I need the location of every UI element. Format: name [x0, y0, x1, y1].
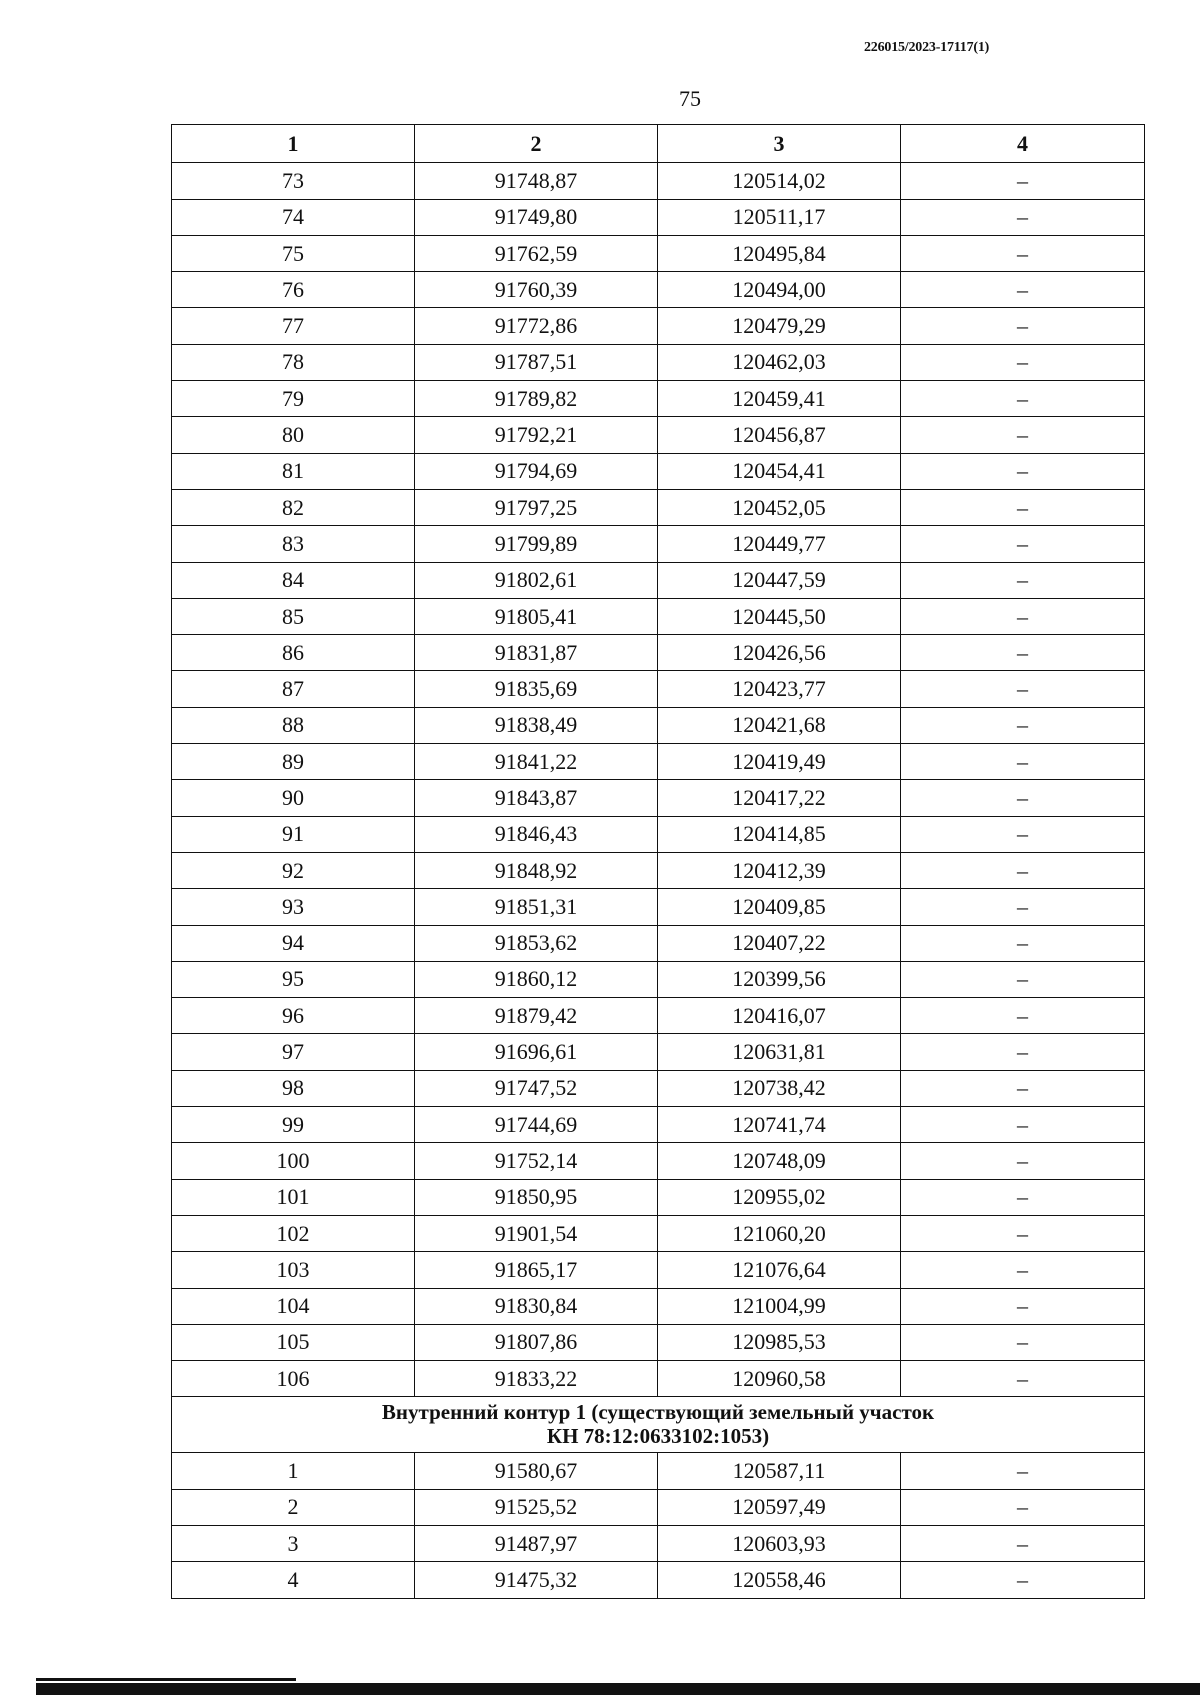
x-coordinate-cell: 91748,87 — [415, 163, 658, 199]
x-coordinate-cell: 91841,22 — [415, 744, 658, 780]
note-cell: – — [901, 381, 1145, 417]
y-coordinate-cell: 120597,49 — [658, 1489, 901, 1525]
point-number-cell: 81 — [172, 453, 415, 489]
y-coordinate-cell: 120631,81 — [658, 1034, 901, 1070]
point-number-cell: 93 — [172, 889, 415, 925]
y-coordinate-cell: 120587,11 — [658, 1453, 901, 1489]
x-coordinate-cell: 91843,87 — [415, 780, 658, 816]
x-coordinate-cell: 91879,42 — [415, 998, 658, 1034]
point-number-cell: 90 — [172, 780, 415, 816]
note-cell: – — [901, 889, 1145, 925]
y-coordinate-cell: 120511,17 — [658, 199, 901, 235]
point-number-cell: 104 — [172, 1288, 415, 1324]
page-number: 75 — [679, 86, 701, 111]
x-coordinate-cell: 91851,31 — [415, 889, 658, 925]
point-number-cell: 82 — [172, 489, 415, 525]
note-cell: – — [901, 526, 1145, 562]
note-cell: – — [901, 998, 1145, 1034]
column-header: 4 — [901, 125, 1145, 163]
table-row — [172, 1562, 1145, 1598]
point-number-cell: 3 — [172, 1525, 415, 1561]
table-row — [172, 526, 1145, 562]
point-number-cell: 94 — [172, 925, 415, 961]
point-number-cell: 85 — [172, 598, 415, 634]
table-row — [172, 852, 1145, 888]
point-number-cell: 79 — [172, 381, 415, 417]
table-row — [172, 816, 1145, 852]
y-coordinate-cell: 121060,20 — [658, 1215, 901, 1251]
table-row — [172, 961, 1145, 997]
table-row — [172, 417, 1145, 453]
y-coordinate-cell: 120445,50 — [658, 598, 901, 634]
note-cell: – — [901, 308, 1145, 344]
point-number-cell: 91 — [172, 816, 415, 852]
y-coordinate-cell: 120514,02 — [658, 163, 901, 199]
x-coordinate-cell: 91580,67 — [415, 1453, 658, 1489]
point-number-cell: 4 — [172, 1562, 415, 1598]
note-cell: – — [901, 1107, 1145, 1143]
point-number-cell: 99 — [172, 1107, 415, 1143]
x-coordinate-cell: 91853,62 — [415, 925, 658, 961]
table-row — [172, 272, 1145, 308]
x-coordinate-cell: 91835,69 — [415, 671, 658, 707]
table-row — [172, 308, 1145, 344]
table-row — [172, 889, 1145, 925]
x-coordinate-cell: 91475,32 — [415, 1562, 658, 1598]
table-row — [172, 489, 1145, 525]
y-coordinate-cell: 120421,68 — [658, 707, 901, 743]
coordinates-table — [171, 124, 1145, 1599]
table-row — [172, 671, 1145, 707]
note-cell: – — [901, 671, 1145, 707]
x-coordinate-cell: 91799,89 — [415, 526, 658, 562]
x-coordinate-cell: 91833,22 — [415, 1361, 658, 1397]
point-number-cell: 78 — [172, 344, 415, 380]
x-coordinate-cell: 91901,54 — [415, 1215, 658, 1251]
table-row — [172, 1324, 1145, 1360]
note-cell: – — [901, 417, 1145, 453]
x-coordinate-cell: 91797,25 — [415, 489, 658, 525]
point-number-cell: 86 — [172, 635, 415, 671]
table-row — [172, 598, 1145, 634]
x-coordinate-cell: 91830,84 — [415, 1288, 658, 1324]
section-heading-body — [172, 1397, 1145, 1453]
x-coordinate-cell: 91744,69 — [415, 1107, 658, 1143]
note-cell: – — [901, 235, 1145, 271]
point-number-cell: 1 — [172, 1453, 415, 1489]
note-cell: – — [901, 272, 1145, 308]
y-coordinate-cell: 120558,46 — [658, 1562, 901, 1598]
bottom-scan-edge — [36, 1683, 1200, 1695]
table-row — [172, 381, 1145, 417]
note-cell: – — [901, 199, 1145, 235]
x-coordinate-cell: 91487,97 — [415, 1525, 658, 1561]
note-cell: – — [901, 1070, 1145, 1106]
point-number-cell: 87 — [172, 671, 415, 707]
table-row — [172, 707, 1145, 743]
y-coordinate-cell: 120449,77 — [658, 526, 901, 562]
point-number-cell: 75 — [172, 235, 415, 271]
inner-contour-rows — [172, 1453, 1145, 1598]
note-cell: – — [901, 1489, 1145, 1525]
y-coordinate-cell: 120741,74 — [658, 1107, 901, 1143]
table-row — [172, 998, 1145, 1034]
y-coordinate-cell: 120426,56 — [658, 635, 901, 671]
column-header: 2 — [415, 125, 658, 163]
y-coordinate-cell: 120417,22 — [658, 780, 901, 816]
table-row — [172, 1453, 1145, 1489]
table-row — [172, 1034, 1145, 1070]
outer-contour-rows — [172, 163, 1145, 1397]
table-row — [172, 1143, 1145, 1179]
column-header: 3 — [658, 125, 901, 163]
note-cell: – — [901, 453, 1145, 489]
table-row — [172, 1179, 1145, 1215]
note-cell: – — [901, 744, 1145, 780]
point-number-cell: 80 — [172, 417, 415, 453]
x-coordinate-cell: 91794,69 — [415, 453, 658, 489]
note-cell: – — [901, 1034, 1145, 1070]
y-coordinate-cell: 120407,22 — [658, 925, 901, 961]
table-row — [172, 1361, 1145, 1397]
y-coordinate-cell: 120960,58 — [658, 1361, 901, 1397]
note-cell: – — [901, 1179, 1145, 1215]
x-coordinate-cell: 91525,52 — [415, 1489, 658, 1525]
note-cell: – — [901, 562, 1145, 598]
x-coordinate-cell: 91752,14 — [415, 1143, 658, 1179]
x-coordinate-cell: 91831,87 — [415, 635, 658, 671]
point-number-cell: 2 — [172, 1489, 415, 1525]
x-coordinate-cell: 91787,51 — [415, 344, 658, 380]
point-number-cell: 89 — [172, 744, 415, 780]
note-cell: – — [901, 780, 1145, 816]
point-number-cell: 77 — [172, 308, 415, 344]
note-cell: – — [901, 1453, 1145, 1489]
section-heading-row — [172, 1397, 1145, 1453]
point-number-cell: 105 — [172, 1324, 415, 1360]
y-coordinate-cell: 120399,56 — [658, 961, 901, 997]
note-cell: – — [901, 598, 1145, 634]
x-coordinate-cell: 91805,41 — [415, 598, 658, 634]
table-row — [172, 163, 1145, 199]
note-cell: – — [901, 816, 1145, 852]
x-coordinate-cell: 91772,86 — [415, 308, 658, 344]
section-heading — [172, 1397, 1145, 1453]
x-coordinate-cell: 91789,82 — [415, 381, 658, 417]
note-cell: – — [901, 1288, 1145, 1324]
table-row — [172, 344, 1145, 380]
y-coordinate-cell: 120423,77 — [658, 671, 901, 707]
table-row — [172, 780, 1145, 816]
table-row — [172, 635, 1145, 671]
point-number-cell: 102 — [172, 1215, 415, 1251]
point-number-cell: 101 — [172, 1179, 415, 1215]
table-row — [172, 453, 1145, 489]
y-coordinate-cell: 120452,05 — [658, 489, 901, 525]
table-row — [172, 1215, 1145, 1251]
point-number-cell: 74 — [172, 199, 415, 235]
y-coordinate-cell: 120456,87 — [658, 417, 901, 453]
note-cell: – — [901, 1324, 1145, 1360]
x-coordinate-cell: 91696,61 — [415, 1034, 658, 1070]
point-number-cell: 92 — [172, 852, 415, 888]
note-cell: – — [901, 707, 1145, 743]
x-coordinate-cell: 91792,21 — [415, 417, 658, 453]
y-coordinate-cell: 120494,00 — [658, 272, 901, 308]
point-number-cell: 97 — [172, 1034, 415, 1070]
x-coordinate-cell: 91850,95 — [415, 1179, 658, 1215]
y-coordinate-cell: 120459,41 — [658, 381, 901, 417]
table-row — [172, 235, 1145, 271]
note-cell: – — [901, 1562, 1145, 1598]
table-row — [172, 1252, 1145, 1288]
note-cell: – — [901, 489, 1145, 525]
y-coordinate-cell: 120603,93 — [658, 1525, 901, 1561]
note-cell: – — [901, 635, 1145, 671]
y-coordinate-cell: 120738,42 — [658, 1070, 901, 1106]
note-cell: – — [901, 163, 1145, 199]
table-row — [172, 1107, 1145, 1143]
y-coordinate-cell: 120412,39 — [658, 852, 901, 888]
note-cell: – — [901, 1143, 1145, 1179]
x-coordinate-cell: 91860,12 — [415, 961, 658, 997]
note-cell: – — [901, 344, 1145, 380]
x-coordinate-cell: 91838,49 — [415, 707, 658, 743]
point-number-cell: 103 — [172, 1252, 415, 1288]
x-coordinate-cell: 91848,92 — [415, 852, 658, 888]
point-number-cell: 98 — [172, 1070, 415, 1106]
x-coordinate-cell: 91865,17 — [415, 1252, 658, 1288]
point-number-cell: 76 — [172, 272, 415, 308]
y-coordinate-cell: 120479,29 — [658, 308, 901, 344]
table-row — [172, 1070, 1145, 1106]
y-coordinate-cell: 120414,85 — [658, 816, 901, 852]
x-coordinate-cell: 91807,86 — [415, 1324, 658, 1360]
table-row — [172, 199, 1145, 235]
table-header-row — [172, 125, 1145, 163]
y-coordinate-cell: 120748,09 — [658, 1143, 901, 1179]
x-coordinate-cell: 91747,52 — [415, 1070, 658, 1106]
table-row — [172, 1288, 1145, 1324]
y-coordinate-cell: 120985,53 — [658, 1324, 901, 1360]
y-coordinate-cell: 120454,41 — [658, 453, 901, 489]
point-number-cell: 100 — [172, 1143, 415, 1179]
y-coordinate-cell: 121004,99 — [658, 1288, 901, 1324]
point-number-cell: 88 — [172, 707, 415, 743]
section-heading-line: КН 78:12:0633102:1053) — [546, 1423, 770, 1448]
note-cell: – — [901, 1361, 1145, 1397]
x-coordinate-cell: 91749,80 — [415, 199, 658, 235]
note-cell: – — [901, 1215, 1145, 1251]
document-registration-number: 226015/2023-17117(1) — [864, 40, 990, 55]
table-row — [172, 1525, 1145, 1561]
y-coordinate-cell: 121076,64 — [658, 1252, 901, 1288]
table-row — [172, 562, 1145, 598]
note-cell: – — [901, 852, 1145, 888]
y-coordinate-cell: 120416,07 — [658, 998, 901, 1034]
y-coordinate-cell: 120419,49 — [658, 744, 901, 780]
x-coordinate-cell: 91760,39 — [415, 272, 658, 308]
y-coordinate-cell: 120409,85 — [658, 889, 901, 925]
y-coordinate-cell: 120462,03 — [658, 344, 901, 380]
point-number-cell: 83 — [172, 526, 415, 562]
point-number-cell: 84 — [172, 562, 415, 598]
point-number-cell: 106 — [172, 1361, 415, 1397]
column-header: 1 — [172, 125, 415, 163]
point-number-cell: 96 — [172, 998, 415, 1034]
note-cell: – — [901, 1252, 1145, 1288]
section-heading-line: Внутренний контур 1 (существующий земельный участок — [381, 1400, 935, 1425]
x-coordinate-cell: 91802,61 — [415, 562, 658, 598]
point-number-cell: 73 — [172, 163, 415, 199]
note-cell: – — [901, 925, 1145, 961]
note-cell: – — [901, 961, 1145, 997]
table-row — [172, 1489, 1145, 1525]
x-coordinate-cell: 91846,43 — [415, 816, 658, 852]
y-coordinate-cell: 120447,59 — [658, 562, 901, 598]
note-cell: – — [901, 1525, 1145, 1561]
table-row — [172, 744, 1145, 780]
x-coordinate-cell: 91762,59 — [415, 235, 658, 271]
point-number-cell: 95 — [172, 961, 415, 997]
y-coordinate-cell: 120955,02 — [658, 1179, 901, 1215]
y-coordinate-cell: 120495,84 — [658, 235, 901, 271]
bottom-scan-edge-thin — [36, 1678, 296, 1681]
table-row — [172, 925, 1145, 961]
